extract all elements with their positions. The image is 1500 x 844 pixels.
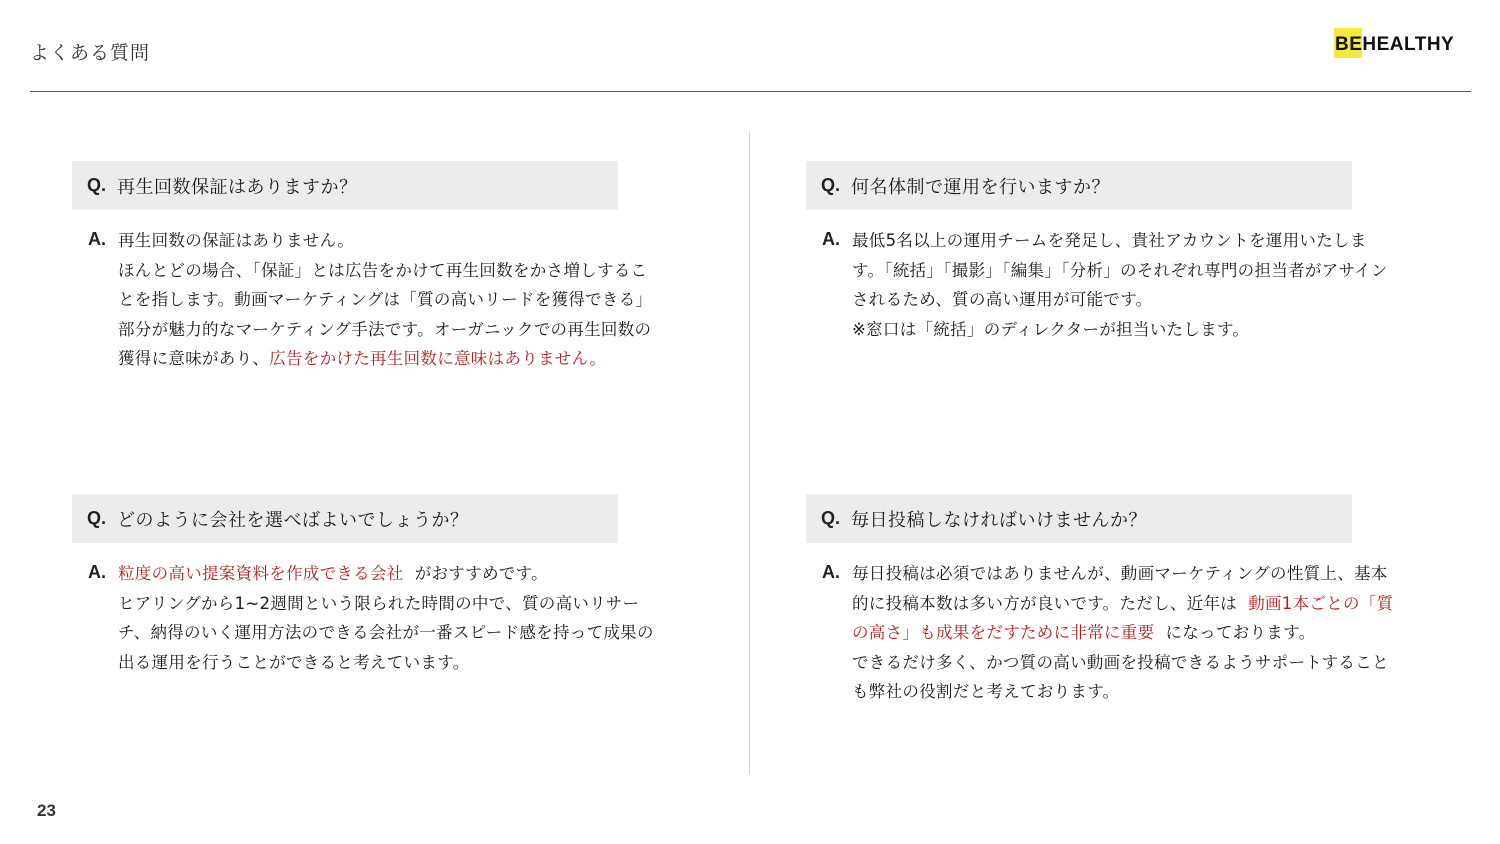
answer-text: [852, 559, 1397, 707]
faq-item-1: [72, 161, 672, 374]
answer-text-segment: がおすすめです。: [414, 564, 548, 583]
question-text: 毎日投稿しなければいけませんか？: [851, 509, 1147, 531]
page-number: 23: [37, 801, 56, 820]
answer-text: [118, 226, 663, 374]
faq-answer: [72, 226, 672, 374]
faq-question-box: [806, 161, 1352, 210]
answer-paragraph: [852, 559, 1397, 648]
answer-text-segment: ほんとどの場合、「保証」とは広告をかけて再生回数をかさ増しすることを指します。動画マーケティングは「質の高いリードを獲得できる」部分が魅力的なマーケティング手法です。オーガニックでの再生回数の獲得に意味があり、: [118, 260, 653, 368]
question-prefix: Q.: [87, 508, 107, 528]
logo-highlight-text: BE: [1335, 34, 1363, 55]
answer-paragraph: [118, 256, 663, 374]
question-text: 何名体制で運用を行いますか？: [851, 176, 1110, 198]
answer-text-segment: 毎日投稿は必須ではありませんが、動画マーケティングの性質上、基本的に投稿本数は多い方が良いです。ただし、近年は: [852, 564, 1388, 613]
answer-text: [852, 226, 1397, 344]
header-divider: [30, 91, 1471, 92]
answer-paragraph: できるだけ多く、かつ質の高い動画を投稿できるようサポートすることも弊社の役割だと考えております。: [852, 652, 1389, 701]
faq-item-3: [72, 494, 672, 677]
faq-question-box: [72, 494, 618, 543]
column-divider: [749, 132, 750, 774]
faq-answer: [806, 226, 1406, 344]
answer-prefix: A.: [88, 229, 106, 249]
logo-text: HEALTHY: [1362, 34, 1455, 55]
faq-answer: [806, 559, 1406, 707]
faq-item-2: [806, 161, 1406, 344]
question-text: どのように会社を選べばよいでしょうか？: [117, 509, 469, 531]
question-prefix: Q.: [821, 175, 841, 195]
answer-highlight: 粒度の高い提案資料を作成できる会社: [118, 564, 404, 583]
answer-text-segment: になっております。: [1165, 623, 1316, 642]
faq-question-box: [72, 161, 618, 210]
answer-note: ※窓口は「統括」のディレクターが担当いたします。: [852, 319, 1250, 339]
question-prefix: Q.: [821, 508, 841, 528]
answer-highlight: 広告をかけた再生回数に意味はありません。: [269, 349, 607, 368]
answer-line: [118, 559, 663, 589]
faq-item-4: [806, 494, 1406, 707]
answer-highlight: 動画1本ごとの「質の高さ」も成果をだすために非常に重要: [852, 593, 1394, 642]
question-text: 再生回数保証はありますか？: [117, 176, 358, 198]
answer-text: [118, 559, 663, 677]
faq-answer: [72, 559, 672, 677]
answer-paragraph: 最低5名以上の運用チームを発足し、貴社アカウントを運用いたします。「統括」「撮影」「編集」「分析」のそれぞれ専門の担当者がアサインされるため、質の高い運用が可能です。: [852, 231, 1388, 309]
answer-prefix: A.: [822, 562, 840, 582]
question-prefix: Q.: [87, 175, 107, 195]
page-title: よくある質問: [30, 42, 151, 64]
faq-question-box: [806, 494, 1352, 543]
answer-prefix: A.: [822, 229, 840, 249]
behealthy-logo: [1335, 30, 1454, 60]
answer-prefix: A.: [88, 562, 106, 582]
answer-paragraph: ヒアリングから1~2週間という限られた時間の中で、質の高いリサーチ、納得のいく運用方法のできる会社が一番スピード感を持って成果の出る運用を行うことができると考えています。: [118, 593, 654, 672]
answer-line: 再生回数の保証はありません。: [118, 231, 355, 250]
